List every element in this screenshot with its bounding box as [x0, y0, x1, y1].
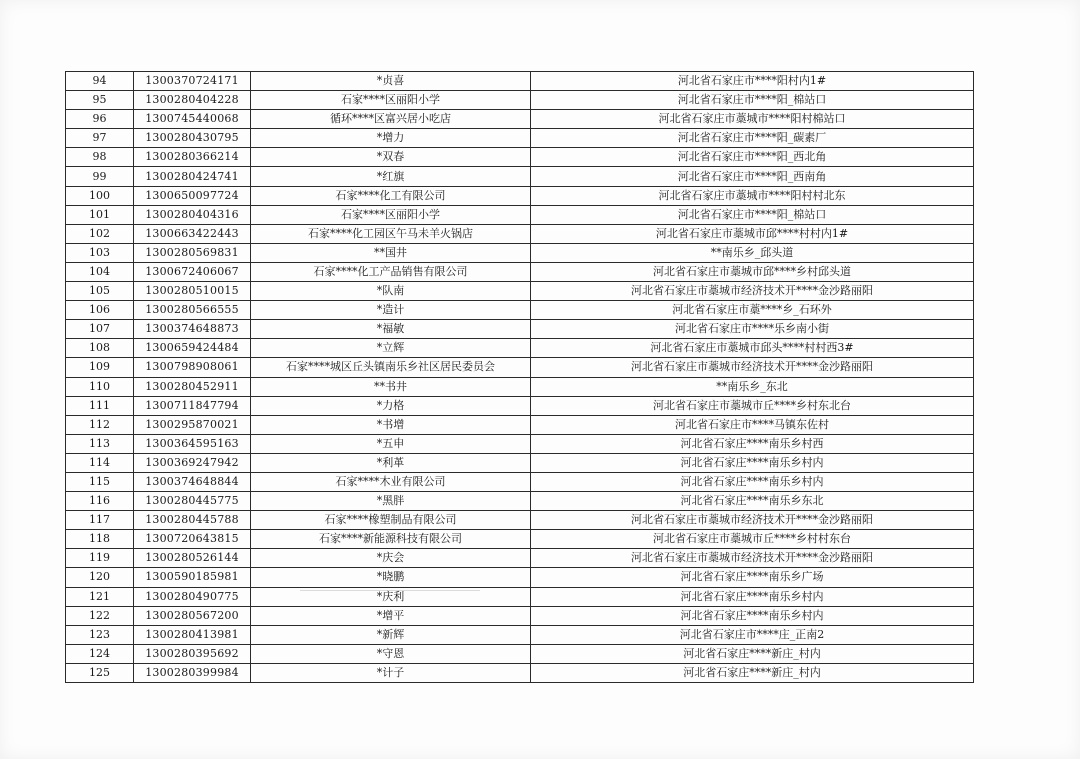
address-cell: 河北省石家庄市藁城市经济技术开****金沙路丽阳 [531, 282, 974, 301]
address-cell: 河北省石家庄****南乐乡村内 [531, 587, 974, 606]
row-number-cell: 107 [66, 320, 134, 339]
row-number-cell: 121 [66, 587, 134, 606]
row-number-cell: 125 [66, 663, 134, 682]
account-id-cell: 1300650097724 [134, 186, 251, 205]
address-cell: 河北省石家庄市藁城市经济技术开****金沙路丽阳 [531, 511, 974, 530]
row-number-cell: 119 [66, 549, 134, 568]
customer-name-cell: *红旗 [251, 167, 531, 186]
customer-name-cell: *黑胖 [251, 492, 531, 511]
table-row [66, 606, 974, 625]
address-cell: 河北省石家庄市****阳村内1# [531, 72, 974, 91]
row-number-cell: 111 [66, 396, 134, 415]
address-cell: 河北省石家庄市****阳_西北角 [531, 148, 974, 167]
account-id-cell: 1300374648844 [134, 472, 251, 491]
table-row [66, 377, 974, 396]
customer-name-cell: 石家****城区丘头镇南乐乡社区居民委员会 [251, 358, 531, 377]
customer-name-cell: *队南 [251, 282, 531, 301]
account-id-cell: 1300280424741 [134, 167, 251, 186]
account-id-cell: 1300720643815 [134, 530, 251, 549]
customer-name-cell: *增力 [251, 129, 531, 148]
address-cell: 河北省石家庄****南乐乡村西 [531, 434, 974, 453]
account-id-cell: 1300280399984 [134, 663, 251, 682]
address-cell: 河北省石家庄市藁城市经济技术开****金沙路丽阳 [531, 549, 974, 568]
account-id-cell: 1300280569831 [134, 243, 251, 262]
account-id-cell: 1300280404316 [134, 205, 251, 224]
row-number-cell: 118 [66, 530, 134, 549]
table-row [66, 167, 974, 186]
account-id-cell: 1300295870021 [134, 415, 251, 434]
row-number-cell: 99 [66, 167, 134, 186]
account-id-cell: 1300280566555 [134, 301, 251, 320]
row-number-cell: 120 [66, 568, 134, 587]
account-id-cell: 1300659424484 [134, 339, 251, 358]
row-number-cell: 101 [66, 205, 134, 224]
table-row [66, 511, 974, 530]
account-id-cell: 1300280526144 [134, 549, 251, 568]
row-number-cell: 114 [66, 453, 134, 472]
account-id-cell: 1300711847794 [134, 396, 251, 415]
row-number-cell: 109 [66, 358, 134, 377]
account-id-cell: 1300590185981 [134, 568, 251, 587]
address-cell: 河北省石家庄****南乐乡村内 [531, 472, 974, 491]
address-cell: 河北省石家庄****新庄_村内 [531, 644, 974, 663]
table-row [66, 453, 974, 472]
table-row [66, 91, 974, 110]
table-row [66, 262, 974, 281]
account-id-cell: 1300280510015 [134, 282, 251, 301]
address-cell: 河北省石家庄市藁城市丘****乡村村东台 [531, 530, 974, 549]
row-number-cell: 123 [66, 625, 134, 644]
customer-name-cell: **国井 [251, 243, 531, 262]
table-row [66, 301, 974, 320]
account-id-cell: 1300364595163 [134, 434, 251, 453]
address-cell: 河北省石家庄市藁城市经济技术开****金沙路丽阳 [531, 358, 974, 377]
address-cell: 河北省石家庄市藁城市****阳村村北东 [531, 186, 974, 205]
address-cell: 河北省石家庄市藁城市邱头****村村西3# [531, 339, 974, 358]
address-cell: 河北省石家庄市****阳_西南角 [531, 167, 974, 186]
account-id-cell: 1300280430795 [134, 129, 251, 148]
customer-name-cell: **书井 [251, 377, 531, 396]
address-cell: **南乐乡_东北 [531, 377, 974, 396]
address-cell: 河北省石家庄****南乐乡广场 [531, 568, 974, 587]
table-row [66, 320, 974, 339]
customer-name-cell: *造计 [251, 301, 531, 320]
address-cell: 河北省石家庄市****庄_正南2 [531, 625, 974, 644]
customer-name-cell: *力格 [251, 396, 531, 415]
account-id-cell: 1300369247942 [134, 453, 251, 472]
table-row [66, 72, 974, 91]
table-row [66, 663, 974, 682]
customer-name-cell: *增平 [251, 606, 531, 625]
customer-name-cell: *福敏 [251, 320, 531, 339]
customer-name-cell: 石家****区丽阳小学 [251, 205, 531, 224]
account-id-cell: 1300370724171 [134, 72, 251, 91]
table-row [66, 110, 974, 129]
account-id-cell: 1300745440068 [134, 110, 251, 129]
table-row [66, 492, 974, 511]
row-number-cell: 98 [66, 148, 134, 167]
account-id-cell: 1300280490775 [134, 587, 251, 606]
row-number-cell: 97 [66, 129, 134, 148]
table-row [66, 396, 974, 415]
customer-name-cell: *庆利 [251, 587, 531, 606]
address-cell: 河北省石家庄市****乐乡南小街 [531, 320, 974, 339]
address-cell: 河北省石家庄市藁城市邱****乡村邱头道 [531, 262, 974, 281]
table-row [66, 186, 974, 205]
table-row [66, 530, 974, 549]
address-cell: 河北省石家庄市藁城市丘****乡村东北台 [531, 396, 974, 415]
scan-artifact-line [300, 590, 480, 591]
customer-name-cell: *晓鹏 [251, 568, 531, 587]
row-number-cell: 96 [66, 110, 134, 129]
row-number-cell: 95 [66, 91, 134, 110]
address-cell: 河北省石家庄****南乐乡村内 [531, 606, 974, 625]
customer-name-cell: *新辉 [251, 625, 531, 644]
table-row [66, 434, 974, 453]
row-number-cell: 112 [66, 415, 134, 434]
account-id-cell: 1300280445788 [134, 511, 251, 530]
table-row [66, 339, 974, 358]
customer-name-cell: 石家****化工园区午马未羊火锅店 [251, 224, 531, 243]
account-id-cell: 1300672406067 [134, 262, 251, 281]
customer-name-cell: 石家****橡塑制品有限公司 [251, 511, 531, 530]
row-number-cell: 108 [66, 339, 134, 358]
row-number-cell: 116 [66, 492, 134, 511]
address-cell: 河北省石家庄****新庄_村内 [531, 663, 974, 682]
address-cell: 河北省石家庄市****阳_棉站口 [531, 205, 974, 224]
account-id-cell: 1300280366214 [134, 148, 251, 167]
table-row [66, 549, 974, 568]
row-number-cell: 106 [66, 301, 134, 320]
customer-name-cell: *守恩 [251, 644, 531, 663]
row-number-cell: 110 [66, 377, 134, 396]
table-row [66, 129, 974, 148]
row-number-cell: 100 [66, 186, 134, 205]
address-cell: 河北省石家庄市藁****乡_石环外 [531, 301, 974, 320]
customer-name-cell: 石家****新能源科技有限公司 [251, 530, 531, 549]
customer-name-cell: *贞喜 [251, 72, 531, 91]
account-id-cell: 1300374648873 [134, 320, 251, 339]
table-row [66, 205, 974, 224]
row-number-cell: 117 [66, 511, 134, 530]
address-cell: 河北省石家庄市****阳_碳素厂 [531, 129, 974, 148]
table-row [66, 358, 974, 377]
row-number-cell: 124 [66, 644, 134, 663]
table-row [66, 472, 974, 491]
customer-name-cell: 石家****化工有限公司 [251, 186, 531, 205]
customer-name-cell: *立辉 [251, 339, 531, 358]
customer-name-cell: 石家****化工产品销售有限公司 [251, 262, 531, 281]
address-cell: 河北省石家庄市藁城市邱****村村内1# [531, 224, 974, 243]
address-cell: 河北省石家庄市藁城市****阳村棉站口 [531, 110, 974, 129]
account-id-cell: 1300280567200 [134, 606, 251, 625]
account-id-cell: 1300798908061 [134, 358, 251, 377]
account-id-cell: 1300663422443 [134, 224, 251, 243]
customer-name-cell: 石家****区丽阳小学 [251, 91, 531, 110]
table-row [66, 243, 974, 262]
customer-name-cell: *书增 [251, 415, 531, 434]
address-cell: 河北省石家庄市****阳_棉站口 [531, 91, 974, 110]
customer-name-cell: *庆会 [251, 549, 531, 568]
customer-name-cell: 循环****区富兴居小吃店 [251, 110, 531, 129]
table-row [66, 568, 974, 587]
address-cell: **南乐乡_邱头道 [531, 243, 974, 262]
account-id-cell: 1300280404228 [134, 91, 251, 110]
account-id-cell: 1300280413981 [134, 625, 251, 644]
customer-name-cell: *计子 [251, 663, 531, 682]
table-row [66, 148, 974, 167]
address-cell: 河北省石家庄市****马镇东佐村 [531, 415, 974, 434]
row-number-cell: 103 [66, 243, 134, 262]
row-number-cell: 104 [66, 262, 134, 281]
table-row [66, 282, 974, 301]
customer-name-cell: *五申 [251, 434, 531, 453]
account-id-cell: 1300280452911 [134, 377, 251, 396]
row-number-cell: 94 [66, 72, 134, 91]
customer-name-cell: *双春 [251, 148, 531, 167]
row-number-cell: 102 [66, 224, 134, 243]
table-row [66, 625, 974, 644]
customer-name-cell: *利革 [251, 453, 531, 472]
account-id-cell: 1300280445775 [134, 492, 251, 511]
account-id-cell: 1300280395692 [134, 644, 251, 663]
customer-name-cell: 石家****木业有限公司 [251, 472, 531, 491]
address-cell: 河北省石家庄****南乐乡东北 [531, 492, 974, 511]
table-row [66, 587, 974, 606]
row-number-cell: 115 [66, 472, 134, 491]
row-number-cell: 105 [66, 282, 134, 301]
table-row [66, 644, 974, 663]
row-number-cell: 122 [66, 606, 134, 625]
row-number-cell: 113 [66, 434, 134, 453]
table-body [66, 72, 974, 683]
table-row [66, 224, 974, 243]
table-row [66, 415, 974, 434]
customer-records-table [65, 71, 974, 683]
address-cell: 河北省石家庄****南乐乡村内 [531, 453, 974, 472]
